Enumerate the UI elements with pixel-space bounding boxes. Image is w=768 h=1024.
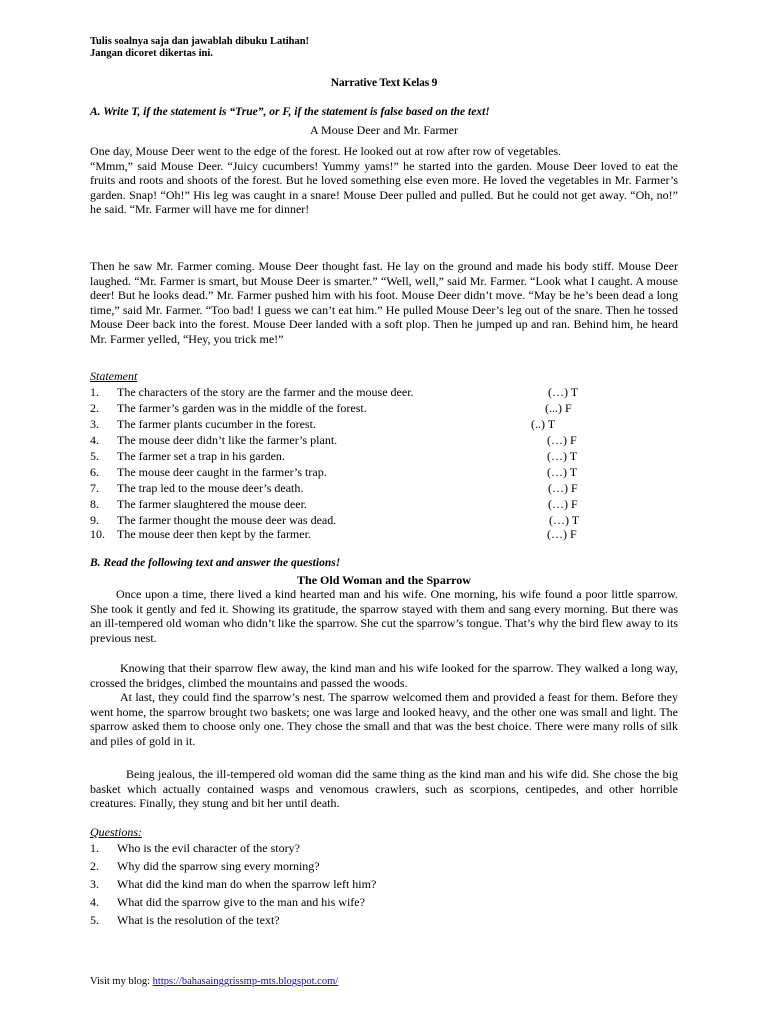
question-text: What is the resolution of the text? xyxy=(117,913,280,927)
story-a-title: A Mouse Deer and Mr. Farmer xyxy=(310,123,458,137)
statement-number: 8. xyxy=(90,497,99,511)
page-title: Narrative Text Kelas 9 xyxy=(330,77,438,89)
statement-text: The farmer plants cucumber in the forest. xyxy=(117,417,316,431)
statement-number: 6. xyxy=(90,465,99,479)
section-b-instruction: B. Read the following text and answer the questions! xyxy=(90,557,341,569)
statement-text: The mouse deer then kept by the farmer. xyxy=(117,527,311,541)
question-number: 2. xyxy=(90,859,99,873)
statement-answer: (…) F xyxy=(548,497,578,511)
question-item xyxy=(90,858,678,874)
question-item xyxy=(90,840,678,856)
story-b-paragraph-3: At last, they could find the sparrow’s nest. The sparrow welcomed them and provided a feast for them. Before they went home, the sparrow brought two baskets; one was large and looked heavy, and the other one was small and light. The sparrow asked them to choose only one. They chose the small and that was the best choice. There were many rolls of silk and piles of gold in it. xyxy=(90,690,678,748)
statement-answer: (…) T xyxy=(547,465,578,479)
statement-row xyxy=(90,432,678,448)
statement-number: 3. xyxy=(90,417,99,431)
question-text: What did the kind man do when the sparrow left him? xyxy=(117,877,377,891)
statement-number: 10. xyxy=(90,527,105,541)
questions-heading: Questions: xyxy=(90,825,142,839)
statement-answer: (…) F xyxy=(547,527,577,541)
question-text: Who is the evil character of the story? xyxy=(117,841,300,855)
statement-row xyxy=(90,480,678,496)
statement-number: 4. xyxy=(90,433,99,447)
footer-label: Visit my blog: xyxy=(90,976,153,987)
header-instruction-1: Tulis soalnya saja dan jawablah dibuku Latihan! xyxy=(90,36,310,47)
story-b-paragraph-1: Once upon a time, there lived a kind hearted man and his wife. One morning, his wife found a poor little sparrow. She took it gently and fed it. Showing its gratitude, the sparrow stayed with them and sang every morning. But there was an ill-tempered old woman who didn’t like the sparrow. She cut the sparrow’s tongue. That’s why the bird flew away to its previous nest. xyxy=(90,587,678,645)
header-instruction-2: Jangan dicoret dikertas ini. xyxy=(90,48,213,59)
question-text: What did the sparrow give to the man and his wife? xyxy=(117,895,365,909)
statement-row xyxy=(90,464,678,480)
question-number: 3. xyxy=(90,877,99,891)
statement-row xyxy=(90,526,678,542)
footer xyxy=(90,976,338,987)
question-text: Why did the sparrow sing every morning? xyxy=(117,859,320,873)
statement-number: 2. xyxy=(90,401,99,415)
statement-answer: (…) T xyxy=(547,449,578,463)
question-item xyxy=(90,876,678,892)
statement-number: 1. xyxy=(90,385,99,399)
question-item xyxy=(90,894,678,910)
statement-row xyxy=(90,400,678,416)
section-a-instruction: A. Write T, if the statement is “True”, or F, if the statement is false based on the text! xyxy=(90,106,490,118)
statement-text: The trap led to the mouse deer’s death. xyxy=(117,481,304,495)
statement-answer: (…) F xyxy=(548,481,578,495)
statement-text: The farmer thought the mouse deer was dead. xyxy=(117,513,337,527)
statement-text: The farmer set a trap in his garden. xyxy=(117,449,285,463)
statement-answer: (…) F xyxy=(547,433,577,447)
question-number: 5. xyxy=(90,913,99,927)
statement-row xyxy=(90,384,678,400)
statement-text: The mouse deer caught in the farmer’s trap. xyxy=(117,465,327,479)
story-b-paragraph-4: Being jealous, the ill-tempered old woman did the same thing as the kind man and his wife did. She chose the big basket which actually contained wasps and venomous crawlers, such as scorpions, centipedes, and other horrible creatures. Finally, they stung and bit her until death. xyxy=(90,767,678,811)
question-number: 4. xyxy=(90,895,99,909)
statement-text: The farmer slaughtered the mouse deer. xyxy=(117,497,307,511)
statement-number: 9. xyxy=(90,513,99,527)
question-item xyxy=(90,912,678,928)
statement-row xyxy=(90,496,678,512)
statement-row xyxy=(90,416,678,432)
statement-text: The characters of the story are the farmer and the mouse deer. xyxy=(117,385,414,399)
statement-text: The mouse deer didn’t like the farmer’s plant. xyxy=(117,433,338,447)
statement-row xyxy=(90,448,678,464)
story-b-paragraph-2: Knowing that their sparrow flew away, the kind man and his wife looked for the sparrow. They walked a long way, crossed the bridges, climbed the mountains and passed the woods. xyxy=(90,661,678,690)
story-b-title: The Old Woman and the Sparrow xyxy=(297,573,471,587)
statement-text: The farmer’s garden was in the middle of the forest. xyxy=(117,401,367,415)
question-number: 1. xyxy=(90,841,99,855)
statement-answer: (…) T xyxy=(549,513,580,527)
blog-link[interactable]: https://bahasainggrissmp-mts.blogspot.com/ xyxy=(152,976,339,987)
statement-number: 5. xyxy=(90,449,99,463)
statement-answer: (...) F xyxy=(545,401,572,415)
story-a-paragraph-2: Then he saw Mr. Farmer coming. Mouse Deer thought fast. He lay on the ground and made his body stiff. Mouse Deer laughed. “Mr. Farmer is smart, but Mouse Deer is smarter.” “Well, well,” said Mr. Farmer. “Look what I caught. A mouse deer! But he looks dead.” Mr. Farmer pushed him with his foot. Mouse Deer didn’t move. “May be he’s been dead a long time,” said Mr. Farmer. “Too bad! I guess we can’t eat him.” He pulled Mouse Deer’s leg out of the snare. Then he tossed Mouse Deer back into the forest. Mouse Deer landed with a soft plop. Then he jumped up and ran. Behind him, he heard Mr. Farmer yelled, “Hey, you trick me!” xyxy=(90,259,678,346)
statement-number: 7. xyxy=(90,481,99,495)
statement-answer: (..) T xyxy=(531,417,556,431)
statement-heading: Statement xyxy=(90,369,138,383)
story-a-paragraph-1: One day, Mouse Deer went to the edge of the forest. He looked out at row after row of vegetables. “Mmm,” said Mouse Deer. “Juicy cucumbers! Yummy yams!” he started into the garden. Mouse Deer loved to eat the fruits and roots and shoots of the forest. But he loved something else even more. He loved the vegetables in Mr. Farmer’s garden. Snap! “Oh!” His leg was caught in a snare! Mouse Deer pulled and pulled. But he could not get away. “Oh, no!” he said. “Mr. Farmer will have me for dinner! xyxy=(90,144,678,217)
statement-answer: (…) T xyxy=(548,385,579,399)
